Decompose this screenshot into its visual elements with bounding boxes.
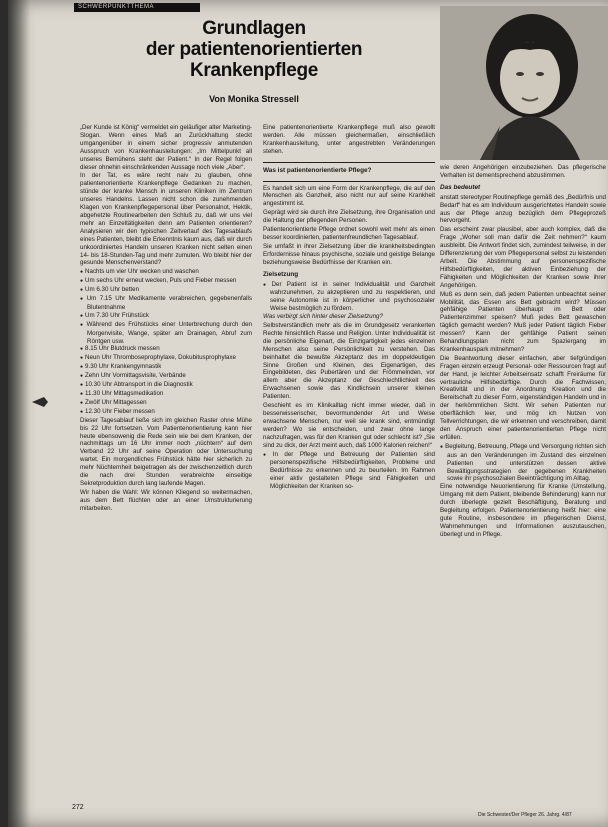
list-item: ● 9.30 Uhr Krankengymnastik: [80, 363, 252, 372]
paragraph: Geschieht es im Klinikalltag nicht immer wieder, daß in besserwisserischer, bevormundender Art und Weise erwachsene Menschen, nur weil sie krank sind, entmündigt werden? Wo sie entscheiden, und zwar ohne lange nachzufragen, was für den Kranken gut oder schlecht ist? „Sie sind zu dick, der Arzt meint auch, daß 1000 Kalorien reichen!“: [263, 402, 435, 449]
title-line-2: der patientenorientierten: [145, 39, 363, 60]
paragraph: Es handelt sich um eine Form der Krankenpflege, die auf den Menschen als Ganzheit, also nicht nur auf seine Krankheit angestimmt ist.: [263, 184, 435, 208]
text-column-2: [263, 124, 435, 824]
list-item: ● Um 6.30 Uhr betten: [80, 286, 252, 295]
list-item: ● Begleitung, Betreuung, Pflege und Versorgung richten sich aus an den Veränderungen im Zustand des einzelnen Patienten und unterstützen dessen aktive Bewältigungsstrategien der gegebenen Krankheiten sowie ihr psychosozialen Beeinträchtigung im Alltag.: [440, 443, 606, 484]
list-item: ● Neun Uhr Thromboseprophylaxe, Dokubitusprophylaxe: [80, 354, 252, 363]
author-portrait-image: [440, 6, 608, 160]
paragraph: anstatt stereotyper Routinepflege gemäß des „Bedürfnis und Bedarf“ hat es am Individuum ausgerichtetes Handeln sowie aus der Pflege anzug bezüglich dem Pflegeprozeß hervorgeht.: [440, 193, 606, 225]
text-column-1: [80, 124, 252, 804]
list-item: ● Der Patient ist in seiner Individualität und Ganzheit wahrzunehmen, zu akzeptieren und zu respektieren, und seine Autonomie ist in körperlicher und psychosozialer Weise bestmöglich zu fördern.: [263, 281, 435, 314]
journal-footer: Die Schwester/Der Pfleger 26. Jahrg. 4/87: [478, 812, 572, 818]
list-item: ● Während des Frühstücks einer Unterbrechung durch den Morgenvisite, Wange, später am Drainagen, Abruf zum Röntgen usw.: [80, 321, 252, 346]
paragraph: Das erscheint zwar plausibel, aber auch komplex, daß die Frage „Woher soll man dafür die Zeit nehmen?“ kaum ausbleibt. Die Antwort findet sich, zumindest teilweise, in der Differenzierung der vom Pflegepersonal selbst zu leistenden Arbeit. Die Abstimmung auf personenspezifische Hilfsbedürftigkeiten, der aktiven Einbeziehung der Fähigkeiten und Möglichkeiten der Kranken sowie ihrer Angehörigen.: [440, 226, 606, 289]
paragraph: Wir haben die Wahl: Wir können Kliegend so weitermachen, aus dem Bett flüchten oder an einer Umstrukturierung mitarbeiten.: [80, 488, 252, 512]
section-heading: Das bedeutet: [440, 183, 481, 191]
section-heading: Zielsetzung: [263, 270, 299, 278]
book-fold-shadow: [8, 0, 30, 827]
author-photo: [440, 6, 608, 160]
list-item: ● 11.30 Uhr Mittagsmedikation: [80, 390, 252, 399]
text-column-3: [440, 164, 606, 814]
page-number: 272: [72, 804, 84, 811]
divider: [263, 181, 435, 182]
paper-clip-icon: [30, 395, 50, 409]
paragraph: Die Beantwortung dieser einfachen, aber tiefgründigen Fragen einzeln erzeugt Personal- oder Ressourcen fragt auf der Hand, je leichter Arbeitseinsatz schafft Freiräume für vertrauliche Hilfsbedürftige. Durch die Fachwissen, Kreativität und in der Anordnung Kreation und die Bereitschaft zu dieser Form, eigenständigen Handeln und in der herkömmlichen Sicht. Wir sehen Patienten nur oberflächlich leer, und mög ich Nutzen von Tellverrichtungen, die wir erkennen und verschreiben, damit den Anspruch einer patientenorientierten Pflege nicht erfüllen.: [440, 354, 606, 441]
author-byline: Von Monika Stressell: [209, 94, 299, 104]
schedule-list: [80, 268, 252, 416]
paragraph: Sie umfaßt in ihrer Zielsetzung über die krankheitsbedingten Erfordernisse hinaus psychische, soziale und geistige Belange beziehungsweise Bedürfnisse der Kranken ein.: [263, 242, 435, 266]
paragraph: In der Tat, es wäre recht naiv zu glauben, ohne patientenorientierte Krankenpflege Gedanken zu machen, stünde der kranke Mensch in unseren Kliniken im Zentrum unseres Handelns. Lassen nicht schon die zunehmenden Klagen von Krankenpflegepersonal über Personalnot, Hektik, abgehetzte Routinearbeiten den Schluß zu, daß wir uns viel mehr an Einzeltätigkeiten denn am Patienten orientieren? Analysieren wir den typischen Zeitverlauf des Tagesablaufs eines Patienten, bleibt die Erkenntnis kaum aus, daß wir durch unkoordiniertes Handeln unseren Kranken nicht selten einen 14- bis 18-Stunden-Tag und mehr zumuten. Wo bleibt hier der gesunde Menschenverstand?: [80, 172, 252, 267]
list-item: ● Um sechs Uhr erneut wecken, Puls und Fieber messen: [80, 277, 252, 286]
paragraph: Geprägt wird sie durch ihre Zielsetzung, ihre Organisation und die Haltung der pflegenden Personen.: [263, 209, 435, 225]
section-heading: Was ist patientenorientierte Pflege?: [263, 166, 372, 174]
paragraph: Selbstverständlich mehr als die im Grundgesetz verankerten Rechte hinsichtlich Rasse und Religion. Unter Individualität ist die persönliche Eigenart, die Einzigartigkeit jedes einzelnen Menschen also seine Persönlichkeit zu verstehen. Das beinhaltet die bewußte Akzeptanz des im doppeldeutigen Sinne Großen und Kleinen, des Eigenartigen, des Eingebildeten, des Pubertären und der Frömmelnden, vor allem aber die Akzeptanz der Geschlechtlichkeit des Erwachsenen sowie das Kindlichsein unserer kleinen Patienten.: [263, 322, 435, 401]
question-paragraph: Was verbirgt sich hinter dieser Zielsetzung?: [263, 313, 383, 321]
list-item: ● 12.30 Uhr Fieber messen: [80, 408, 252, 417]
list-item: ● Zehn Uhr Vormittagsvisite, Verbände: [80, 372, 252, 381]
list-item: ● Um 7.15 Uhr Medikamente verabreichen, gegebenenfalls Blutentnahme: [80, 295, 252, 312]
list-item: ● Um 7.30 Uhr Frühstück: [80, 312, 252, 321]
paragraph: wie deren Angehörigen einzubeziehen. Das pflegerische Verhalten ist dementsprechend abzustimmen.: [440, 164, 606, 179]
section-rubric: SCHWERPUNKTTHEMA: [74, 3, 200, 12]
magazine-page: [8, 0, 608, 827]
list-item: ● Zwölf Uhr Mittagessen: [80, 399, 252, 408]
paragraph: Eine notwendige Neuorientierung für Kranke (Umstellung, Umgang mit dem Patient, bleibende Behinderung) kann nur durch überlegte gezielt Beschäftigung, Beratung und Begleitung erfolgen. Patientenorientierung heißt hier: eine gute Routine, insbesondere im pflegerischen Dienst, Wahrnehmungen und Informationen auszutauschen, überlegt und in Pflege.: [440, 483, 606, 538]
divider: [263, 162, 435, 163]
paragraph: Patientenorientierte Pflege ordnet sowohl weit mehr als einen besser koordinierten, patientenfreundlichen Tagesablauf.: [263, 226, 435, 241]
article-title: [104, 18, 404, 81]
title-line-1: Grundlagen: [202, 18, 306, 39]
paragraph: Eine patientenorientierte Krankenpflege muß also gewollt werden. Alle müssen gleichermaßen, einschließlich Krankenhausleitung, unter angestrebten Veränderungen stehen.: [263, 124, 435, 155]
paragraph: „Der Kunde ist König“ vermeldet ein geläufiger alter Marketing-Slogan. Wenn eines Maß an Zurückhaltung steckt umgangenüber in einem sicher progressiv anmutenden Ausspruch von Krankenhausleitungen: „Im Mittelpunkt all unseres Bemühens steht der Patient.“ In der Regel folgen dieser ohnehin einschränkenden Aussage noch viele „Aber“.: [80, 124, 252, 171]
list-item: ● 10.30 Uhr Abtransport in die Diagnostik: [80, 381, 252, 390]
list-item: ● 8.15 Uhr Blutdruck messen: [80, 345, 252, 354]
title-line-3: Krankenpflege: [189, 60, 319, 81]
list-item: ● Nachts um vier Uhr wecken und waschen: [80, 268, 252, 277]
paragraph: Dieser Tagesablauf ließe sich im gleichen Raster ohne Mühe bis 22 Uhr fortsetzen. Vom Patientenorientierung kann hier heute ebensowenig die Rede sein wie bei dem Kranken, der nachmittags um 16 Uhr immer noch „nüchtern“ auf dem Verband 22 Uhr auf seine Operation oder Untersuchung wartet. Ein morgendliches Frühstück hätte hier sicherlich zu mehr Nüchternheit beigetragen als der zwischenzeitlich durch die nach drei Stunden verabreichte einseitige Sekretproduktion durch lang laufende Magen.: [80, 416, 252, 487]
list-item: ● In der Pflege und Betreuung der Patienten sind personenspezifische Hilfsbedürftigkeiten, Probleme und Bedürfnisse zu erkennen und zu beurteilen. Im Rahmen einer aktiv gestalteten Pflege sind Fähigkeiten und Möglichkeiten der Kranken so-: [263, 451, 435, 492]
paragraph: Muß es denn sein, daß jedem Patienten unbeachtet seiner Mobilität, das Essen ans Bett gebracht wird? Müssen gehfähige Patienten überhaupt im Bett oder Patientenzimmer speisen? Muß jedes Bett gewaschen täglich gemacht werden? Muß jeder Patient täglich Fieber messen? Kann der gehfähige Patient seinen Behandlungsplan nicht zum Spaziergang im Krankenhauspark mitnehmen?: [440, 290, 606, 353]
